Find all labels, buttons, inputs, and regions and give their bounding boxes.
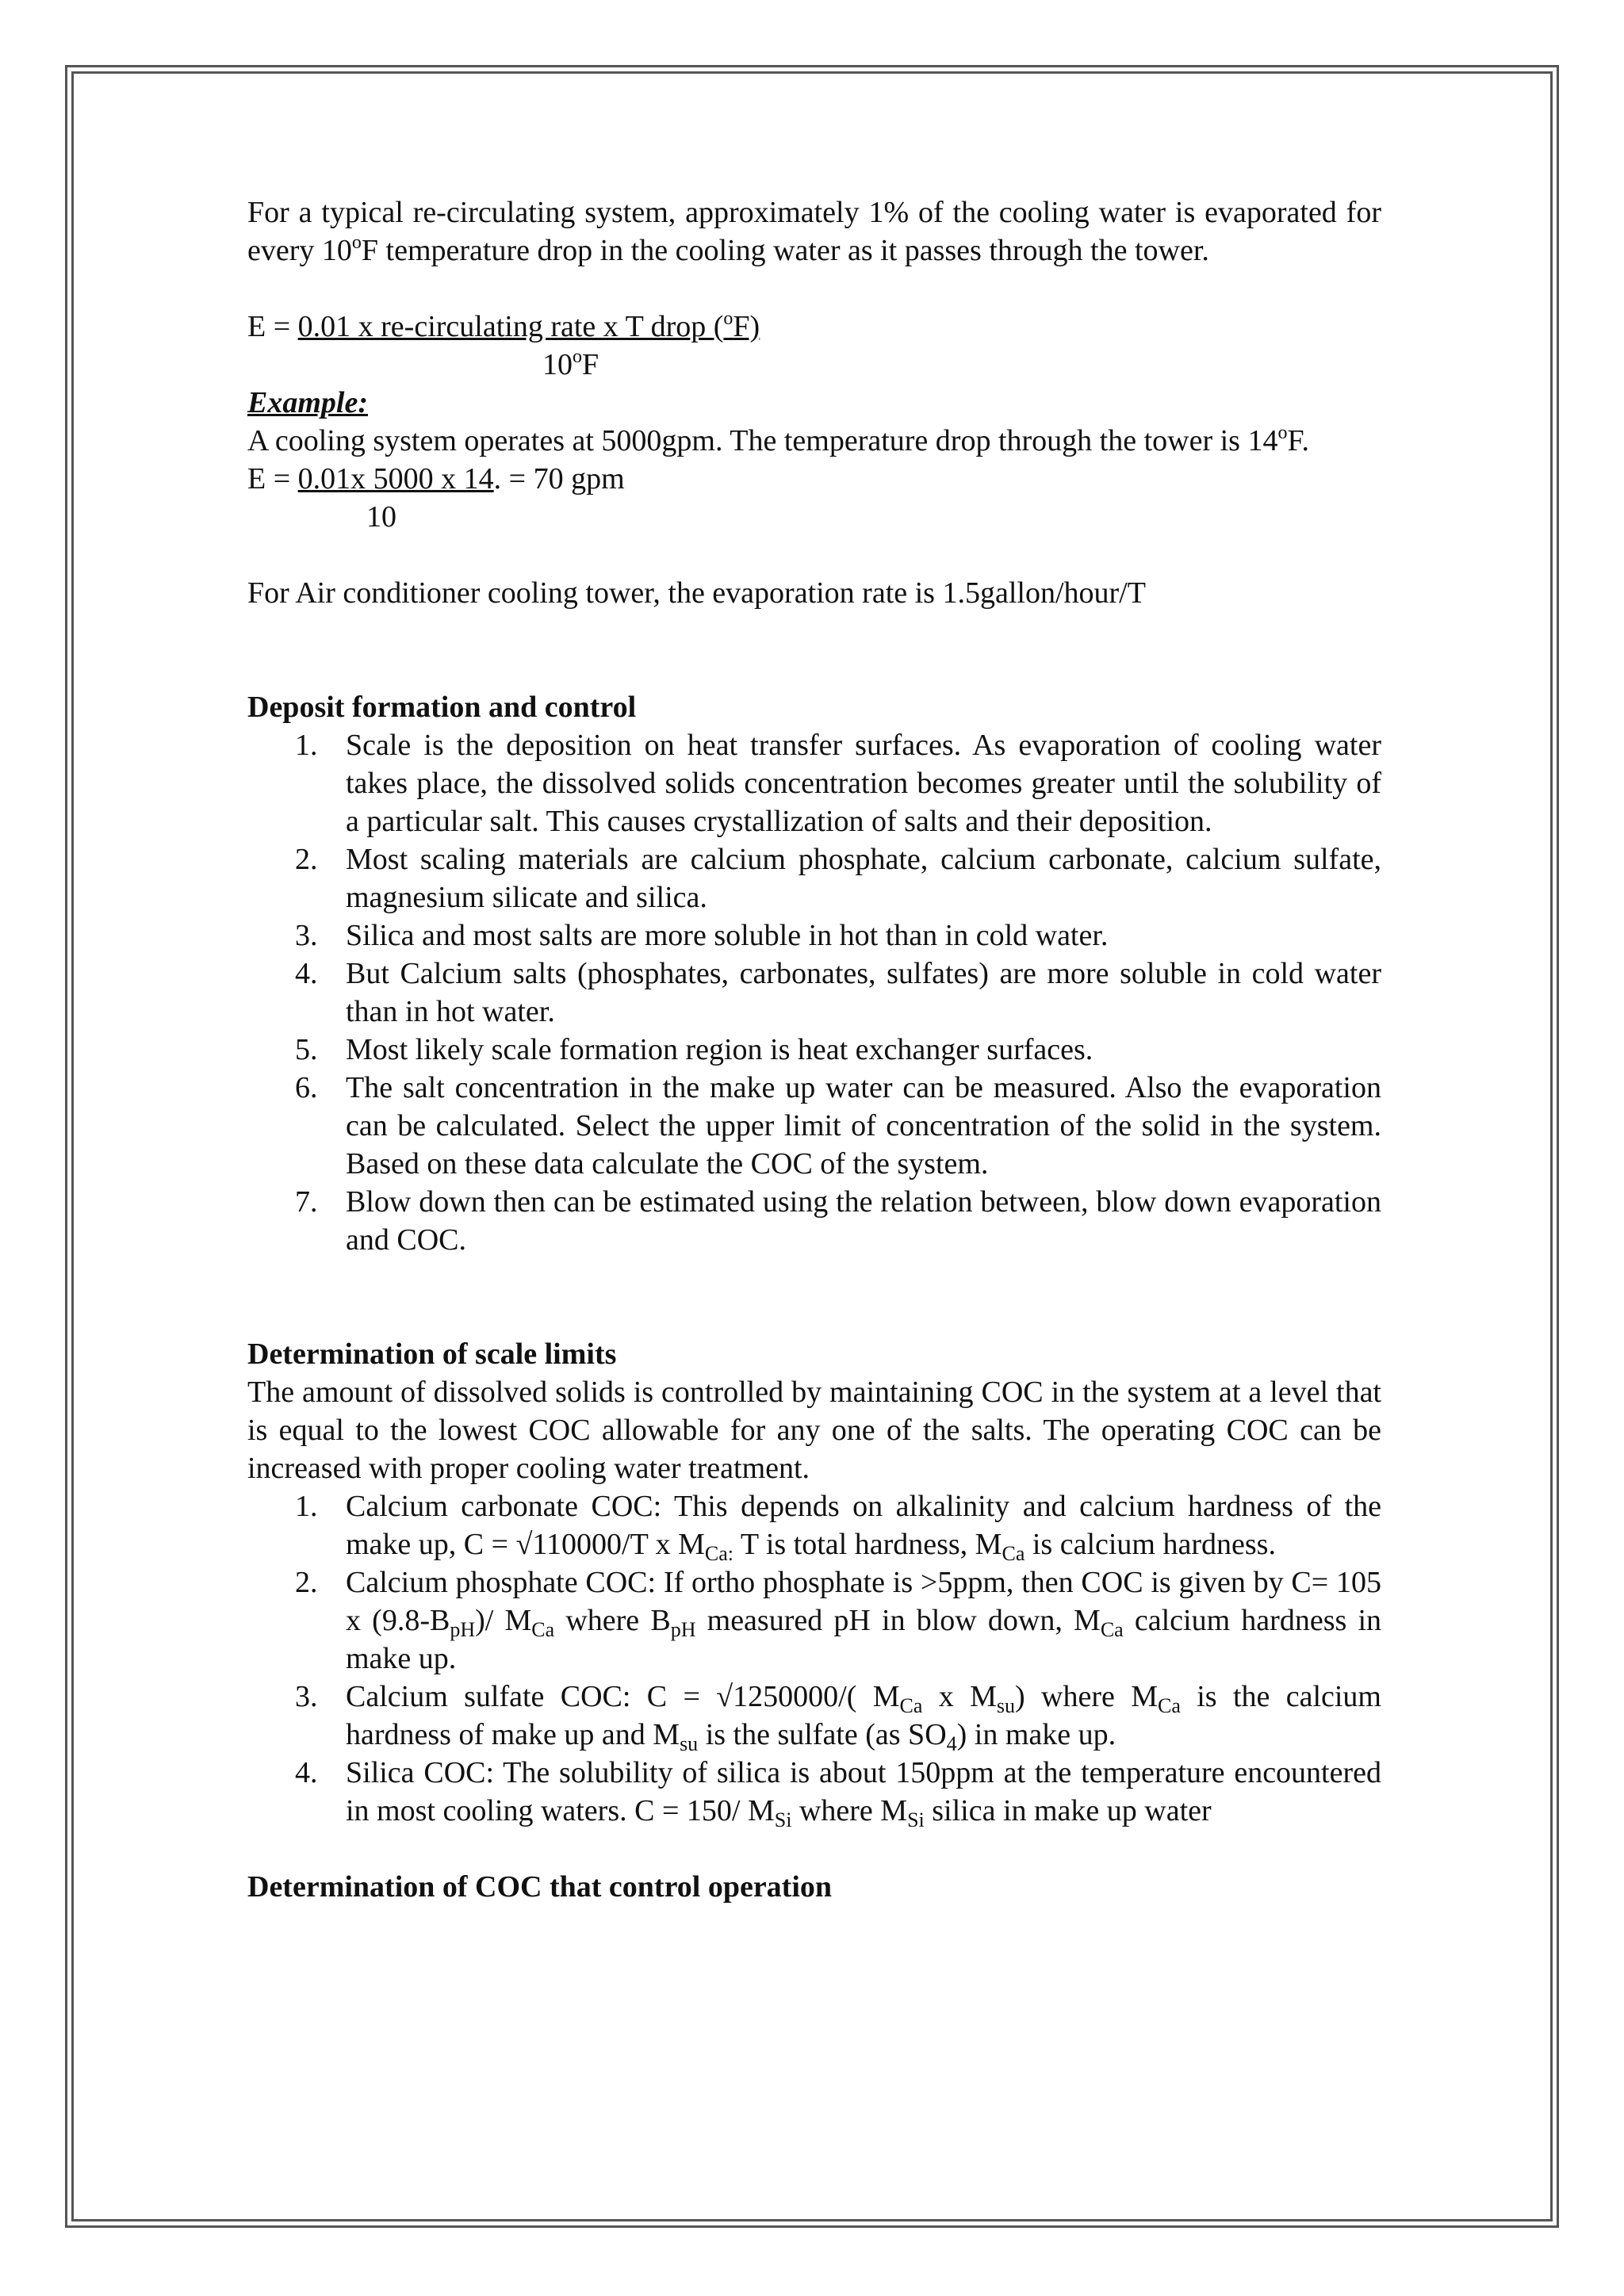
- example-denominator: 10: [366, 500, 396, 534]
- list-item: 6. The salt concentration in the make up water can be measured. Also the evaporation can be calculated. Select the upper limit of concentration of the solid in the system. Based on these data calculate the COC of the system.: [295, 1071, 1381, 1181]
- list-item: 2. Calcium phosphate COC: If ortho phosphate is >5ppm, then COC is given by C= 105 x $(9.8-B_{pH})/$ $M_{Ca}$ where $B_{pH}$ measured pH in blow down, $M_{Ca}$ calcium hardness in make up.: [295, 1566, 1381, 1675]
- list-item: 4. But Calcium salts (phosphates, carbonates, sulfates) are more soluble in cold water than in hot water.: [295, 957, 1381, 1028]
- formula-evaporation: E = 0.01 x re-circulating rate x T drop ($^o$F): [247, 308, 760, 343]
- scale-limits-list: [247, 1487, 1381, 1830]
- coc-heading: Determination of COC that control operation: [247, 1870, 833, 1904]
- example-text: A cooling system operates at 5000gpm. The temperature drop through the tower is 14$^o$F.: [247, 423, 1310, 457]
- list-item: 3. Silica and most salts are more soluble in hot than in cold water.: [295, 919, 1109, 952]
- example-equation: E = 0.01x 5000 x 14. = 70 gpm: [247, 462, 625, 496]
- list-item: 5. Most likely scale formation region is heat exchanger surfaces.: [295, 1033, 1094, 1066]
- example-heading: Example:: [247, 386, 368, 419]
- formula-denominator: 10$^o$F: [542, 346, 599, 381]
- air-conditioner-paragraph: For Air conditioner cooling tower, the evaporation rate is 1.5gallon/hour/T: [247, 576, 1146, 610]
- deposit-heading: Deposit formation and control: [247, 691, 637, 724]
- list-item: 1. Scale is the deposition on heat transfer surfaces. As evaporation of cooling water takes place, the dissolved solids concentration becomes greater until the solubility of a particular salt. This causes crystallization of salts and their deposition.: [295, 729, 1381, 838]
- list-item: 1. Calcium carbonate COC: This depends on alkalinity and calcium hardness of the make up, C = √110000/T x $M_{Ca:}$ T is total hardness, $M_{Ca}$ is calcium hardness.: [295, 1490, 1381, 1565]
- document-page: [247, 193, 1381, 1906]
- scale-limits-paragraph: The amount of dissolved solids is controlled by maintaining COC in the system at a level that is equal to the lowest COC allowable for any one of the salts. The operating COC can be increased with proper cooling water treatment.: [247, 1376, 1381, 1485]
- list-item: 3. Calcium sulfate COC: C = √1250000/( $M_{Ca}$ x $M_{su}$) where $M_{Ca}$ is the calcium hardness of make up and $M_{su}$ is the sulfate (as $SO_4$) in make up.: [295, 1680, 1381, 1755]
- list-item: 4. Silica COC: The solubility of silica is about 150ppm at the temperature encountered in most cooling waters. C = 150/ $M_{Si}$ where $M_{Si}$ silica in make up water: [295, 1756, 1381, 1831]
- list-item: 2. Most scaling materials are calcium phosphate, calcium carbonate, calcium sulfate, magnesium silicate and silica.: [295, 843, 1381, 914]
- deposit-list: [247, 726, 1381, 1259]
- scale-limits-heading: Determination of scale limits: [247, 1337, 617, 1371]
- formula-numerator: 0.01 x re-circulating rate x T drop ($^o$F): [297, 308, 760, 343]
- intro-paragraph: For a typical re-circulating system, approximately 1% of the cooling water is evaporated for every 10$^o$F temperature drop in the cooling water as it passes through the tower.: [247, 196, 1381, 267]
- list-item: 7. Blow down then can be estimated using the relation between, blow down evaporation and COC.: [295, 1185, 1381, 1257]
